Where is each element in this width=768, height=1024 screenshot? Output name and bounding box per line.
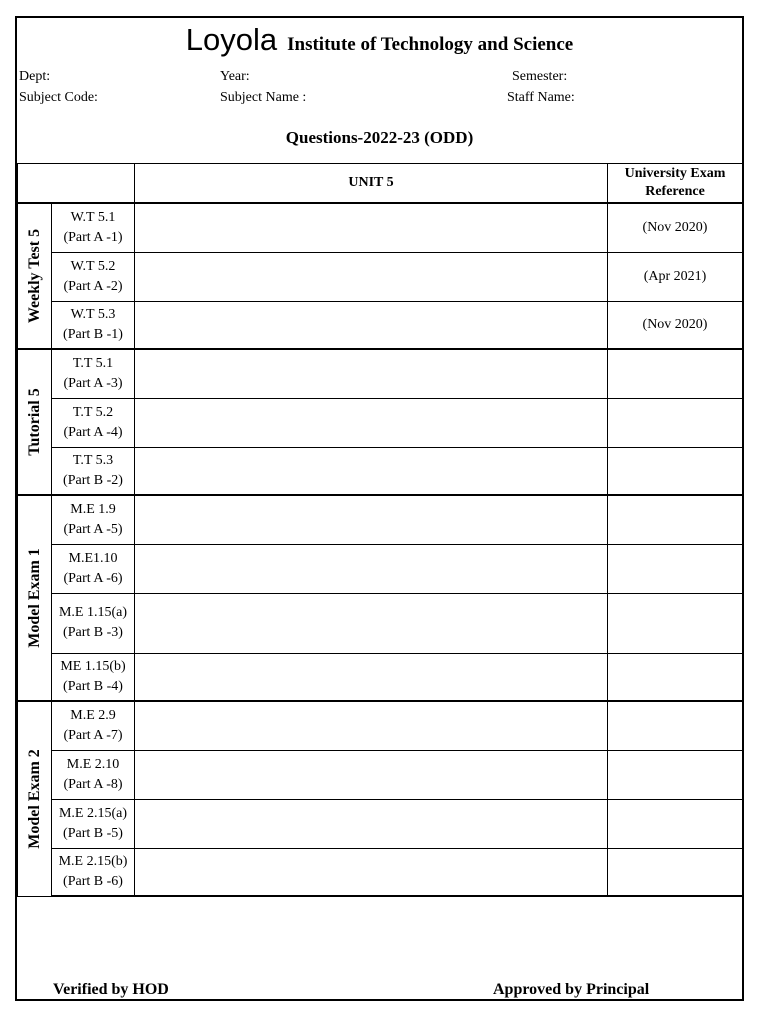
question-part: (Part B -3): [63, 625, 123, 640]
table-row: [18, 301, 743, 349]
group-label-cell: [18, 495, 52, 701]
exam-reference-cell: [608, 593, 743, 653]
table-row: [18, 799, 743, 848]
question-code: T.T 5.3: [72, 452, 114, 468]
question-text-cell[interactable]: [135, 349, 608, 398]
exam-reference-cell: (Nov 2020): [608, 203, 743, 252]
table-row: [18, 750, 743, 799]
question-label-cell: [52, 203, 135, 252]
question-label-cell: [52, 495, 135, 544]
exam-reference-cell: [608, 848, 743, 896]
group-name: Model Exam 2: [25, 748, 43, 849]
question-code: M.E 2.10: [66, 756, 120, 772]
exam-reference-cell: [608, 495, 743, 544]
reference-header: University Exam Reference: [608, 164, 743, 204]
question-text-cell[interactable]: [135, 544, 608, 593]
staff-name-label: Staff Name:: [507, 90, 575, 105]
question-code: M.E 2.15(a): [58, 805, 128, 821]
table-row: [18, 544, 743, 593]
question-label-cell: [52, 653, 135, 701]
question-paper-sheet: [15, 16, 744, 1001]
question-label-cell: [52, 544, 135, 593]
question-code: M.E 2.15(b): [58, 853, 128, 869]
question-label-cell: [52, 799, 135, 848]
question-label-cell: [52, 447, 135, 495]
question-text-cell[interactable]: [135, 653, 608, 701]
questions-title: Questions-2022-23 (ODD): [285, 128, 474, 147]
question-code: M.E1.10: [68, 550, 118, 566]
table-row: [18, 593, 743, 653]
question-part: (Part A -3): [63, 375, 123, 391]
question-code: T.T 5.1: [72, 355, 114, 371]
question-part: (Part A -7): [63, 727, 123, 743]
question-code: M.E 1.15(a): [58, 605, 128, 620]
table-row: [18, 398, 743, 447]
question-part: (Part B -2): [63, 472, 123, 488]
dept-label: Dept:: [19, 69, 51, 84]
group-label-cell: [18, 203, 52, 349]
question-part: (Part B -5): [63, 825, 123, 841]
question-table: [17, 163, 743, 897]
question-part: (Part A -1): [63, 229, 123, 245]
question-text-cell[interactable]: [135, 701, 608, 750]
exam-reference-cell: (Nov 2020): [608, 301, 743, 349]
subject-name-label: Subject Name :: [220, 90, 307, 105]
question-part: (Part A -8): [63, 776, 123, 792]
institution-name: Institute of Technology and Science: [287, 34, 574, 55]
verified-by-hod: Verified by HOD: [53, 981, 169, 998]
question-part: (Part B -1): [63, 326, 123, 342]
sheet-footer: [17, 898, 742, 1001]
group-label-cell: [18, 349, 52, 495]
question-part: (Part A -6): [63, 570, 123, 586]
exam-reference-cell: [608, 447, 743, 495]
sheet-header: [17, 18, 742, 163]
question-part: (Part A -5): [63, 521, 123, 537]
question-text-cell[interactable]: [135, 203, 608, 252]
question-text-cell[interactable]: [135, 750, 608, 799]
exam-reference-cell: [608, 799, 743, 848]
question-code: ME 1.15(b): [60, 658, 126, 674]
question-part: (Part A -4): [63, 424, 123, 440]
group-name: Tutorial 5: [25, 388, 43, 456]
question-text-cell[interactable]: [135, 495, 608, 544]
group-label-cell: [18, 701, 52, 896]
table-row: [18, 701, 743, 750]
table-row: [18, 203, 743, 252]
institution-title: [17, 22, 742, 58]
question-code: T.T 5.2: [72, 404, 114, 420]
question-text-cell[interactable]: [135, 398, 608, 447]
table-row: [18, 252, 743, 301]
question-code: M.E 1.9: [70, 501, 116, 517]
question-code: W.T 5.3: [70, 306, 116, 322]
question-code: W.T 5.1: [70, 209, 116, 225]
question-code: M.E 2.9: [70, 707, 116, 723]
question-part: (Part A -2): [63, 278, 123, 294]
question-part: (Part B -4): [63, 678, 123, 694]
semester-label: Semester:: [512, 69, 568, 84]
exam-reference-cell: [608, 701, 743, 750]
group-name: Model Exam 1: [25, 548, 43, 648]
question-part: (Part B -6): [63, 873, 123, 889]
table-row: [18, 447, 743, 495]
question-text-cell[interactable]: [135, 301, 608, 349]
exam-reference-cell: [608, 398, 743, 447]
year-label: Year:: [220, 69, 250, 84]
question-label-cell: [52, 593, 135, 653]
question-label-cell: [52, 398, 135, 447]
question-label-cell: [52, 252, 135, 301]
exam-reference-cell: [608, 349, 743, 398]
exam-reference-cell: [608, 544, 743, 593]
question-label-cell: [52, 848, 135, 896]
question-code: W.T 5.2: [70, 258, 116, 274]
question-text-cell[interactable]: [135, 593, 608, 653]
question-label-cell: [52, 750, 135, 799]
exam-reference-cell: [608, 750, 743, 799]
approved-by-principal: Approved by Principal: [493, 981, 650, 998]
question-text-cell[interactable]: [135, 252, 608, 301]
question-text-cell[interactable]: [135, 799, 608, 848]
table-row: [18, 848, 743, 896]
question-label-cell: [52, 701, 135, 750]
table-row: [18, 349, 743, 398]
exam-reference-cell: [608, 653, 743, 701]
question-text-cell[interactable]: [135, 848, 608, 896]
question-label-cell: [52, 301, 135, 349]
table-row: [18, 653, 743, 701]
institution-brand: Loyola: [185, 22, 278, 57]
subject-code-label: Subject Code:: [19, 90, 98, 105]
question-text-cell[interactable]: [135, 447, 608, 495]
question-label-cell: [52, 349, 135, 398]
exam-reference-cell: (Apr 2021): [608, 252, 743, 301]
table-header-row: [18, 164, 743, 204]
group-name: Weekly Test 5: [25, 228, 43, 324]
header-blank-cell: [18, 164, 135, 204]
unit-header: UNIT 5: [135, 164, 608, 204]
table-row: [18, 495, 743, 544]
